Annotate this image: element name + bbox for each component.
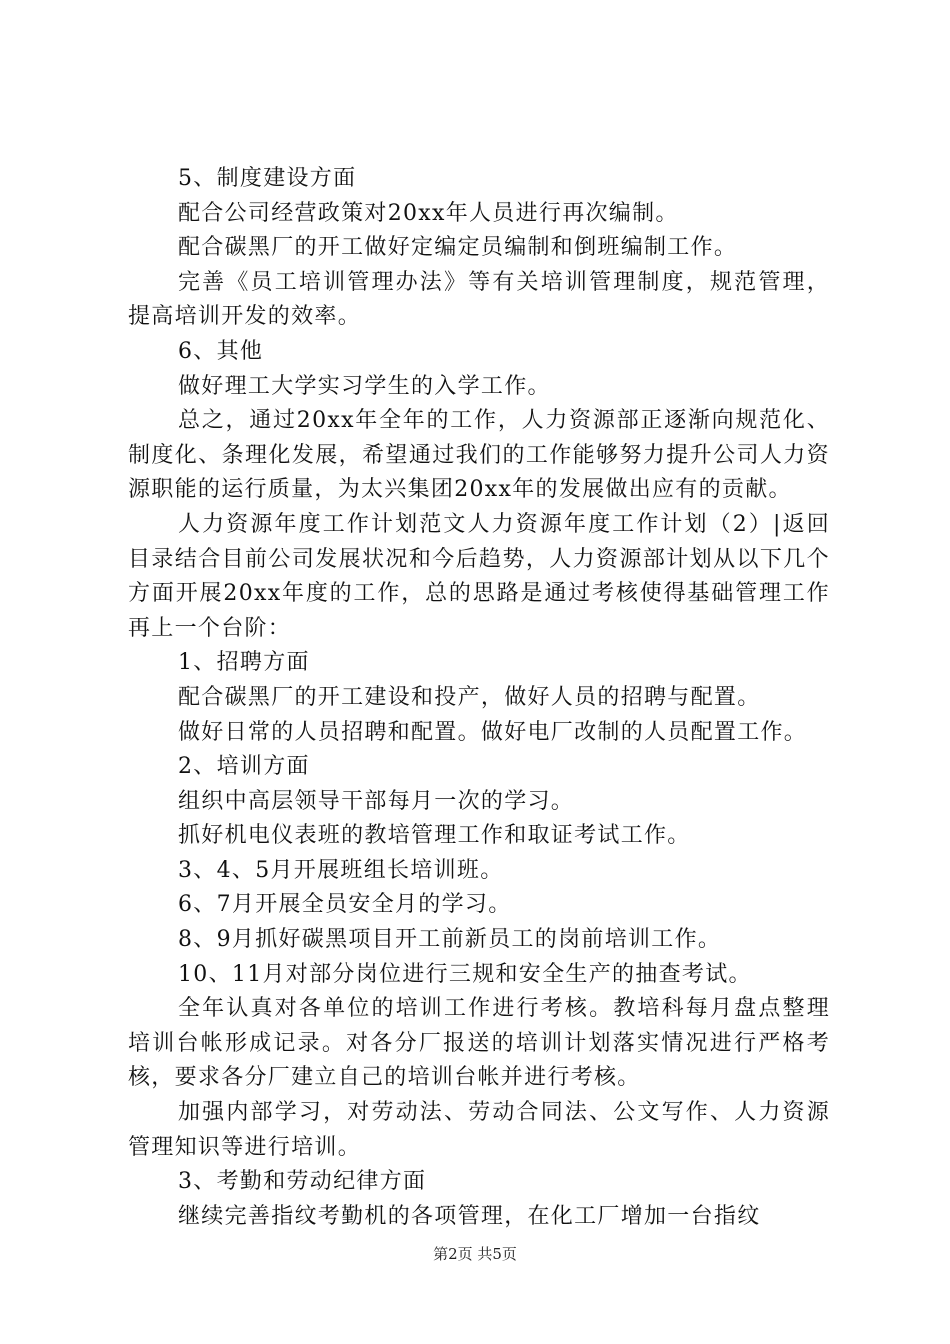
- paragraph: 3、4、5月开展班组长培训班。: [178, 857, 504, 883]
- paragraph: 做好日常的人员招聘和配置。做好电厂改制的人员配置工作。: [178, 719, 808, 745]
- section-heading-recruitment: 1、招聘方面: [178, 650, 310, 676]
- paragraph: 配合碳黑厂的开工做好定编定员编制和倒班编制工作。: [178, 235, 738, 261]
- section-heading-attendance: 3、考勤和劳动纪律方面: [178, 1169, 427, 1195]
- section-heading-other: 6、其他: [178, 338, 264, 364]
- paragraph-plan-intro: 人力资源年度工作计划范文人力资源年度工作计划（2）|返回目录结合目前公司发展状况和今后趋势，人力资源部计划从以下几个方面开展20xx年度的工作，总的思路是通过考核使得基础管理工作再上一个台阶：: [128, 511, 830, 641]
- paragraph: 做好理工大学实习学生的入学工作。: [178, 373, 551, 399]
- paragraph-summary: 总之，通过20xx年全年的工作，人力资源部正逐渐向规范化、制度化、条理化发展，希望通过我们的工作能够努力提升公司人力资源职能的运行质量，为太兴集团20xx年的发展做出应有的贡献。: [128, 408, 830, 503]
- paragraph: 配合公司经营政策对20xx年人员进行再次编制。: [178, 200, 679, 226]
- paragraph: 抓好机电仪表班的教培管理工作和取证考试工作。: [178, 823, 691, 849]
- paragraph: 继续完善指纹考勤机的各项管理，在化工厂增加一台指纹: [178, 1203, 761, 1229]
- paragraph: 组织中高层领导干部每月一次的学习。: [178, 788, 575, 814]
- paragraph: 完善《员工培训管理办法》等有关培训管理制度，规范管理，提高培训开发的效率。: [128, 269, 830, 330]
- section-heading-system-building: 5、制度建设方面: [178, 166, 357, 191]
- paragraph: 8、9月抓好碳黑项目开工前新员工的岗前培训工作。: [178, 927, 722, 953]
- paragraph: 10、11月对部分岗位进行三规和安全生产的抽查考试。: [178, 961, 752, 987]
- paragraph: 6、7月开展全员安全月的学习。: [178, 892, 512, 918]
- section-heading-training: 2、培训方面: [178, 754, 310, 780]
- paragraph: 全年认真对各单位的培训工作进行考核。教培科每月盘点整理培训台帐形成记录。对各分厂报送的培训计划落实情况进行严格考核，要求各分厂建立自己的培训台帐并进行考核。: [128, 996, 830, 1091]
- paragraph: 配合碳黑厂的开工建设和投产，做好人员的招聘与配置。: [178, 684, 761, 710]
- paragraph: 加强内部学习，对劳动法、劳动合同法、公文写作、人力资源管理知识等进行培训。: [128, 1100, 830, 1160]
- page-number-footer: 第2页 共5页: [433, 1245, 517, 1263]
- document-body: [128, 162, 830, 1234]
